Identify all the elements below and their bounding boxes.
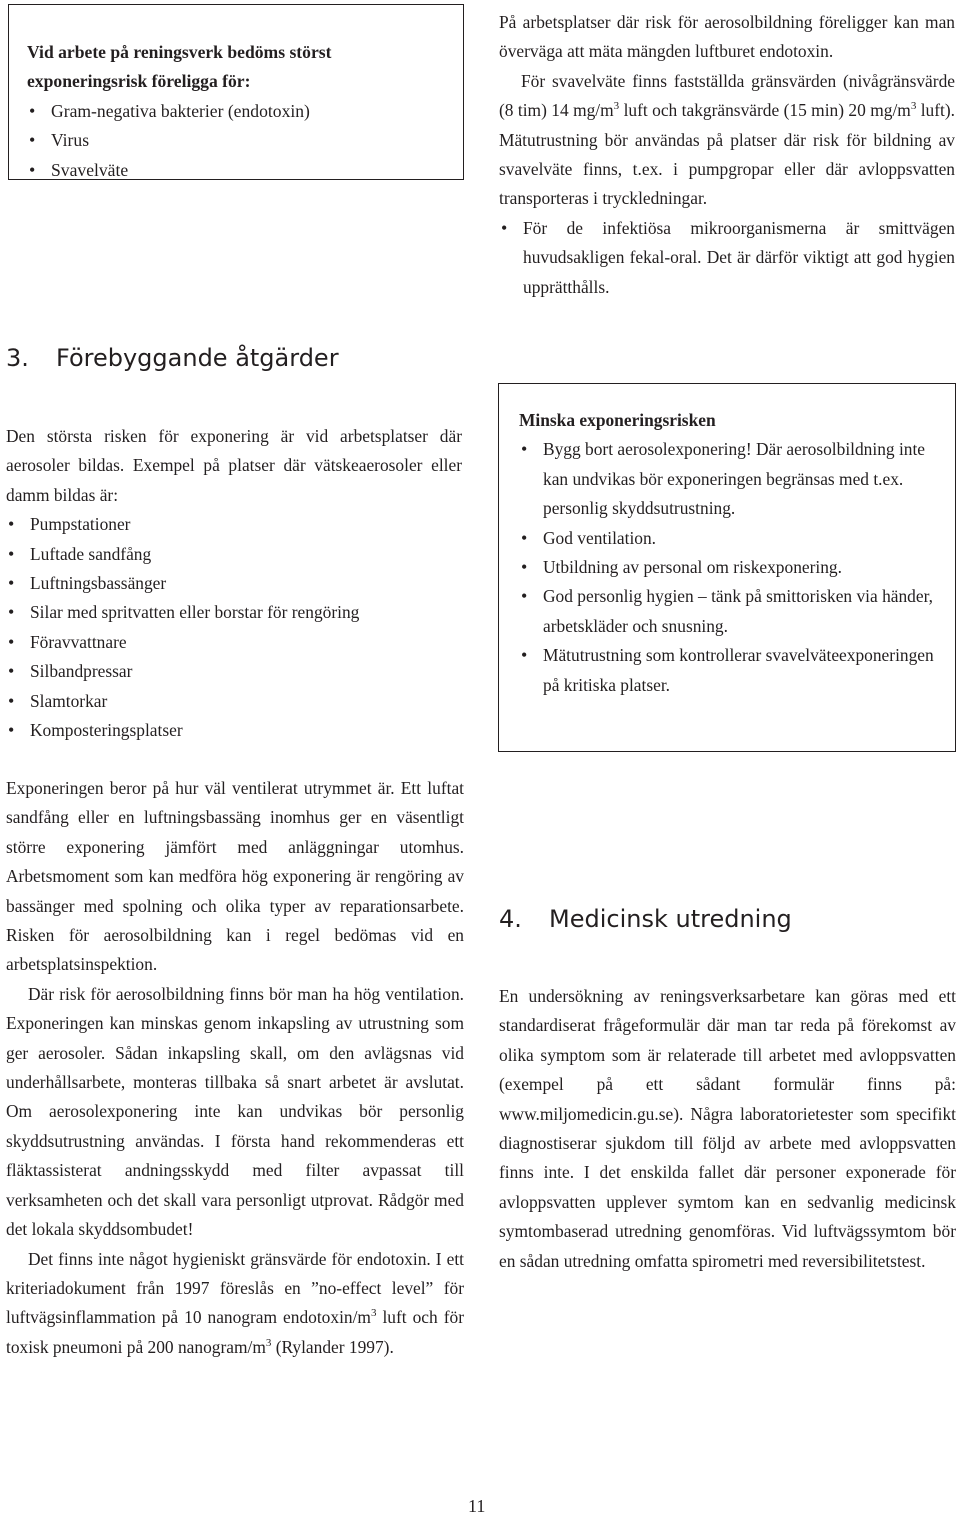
list-item: • Luftningsbassänger [6,569,462,598]
list-item: • Silbandpressar [6,657,462,686]
list-item: • Virus [27,126,447,155]
left-column-bottom [6,774,464,1362]
page-number: 11 [468,1496,486,1516]
paragraph-ventilation: Exponeringen beror på hur väl ventilerat utrymmet är. Ett luftat sandfång eller en luftningsbassäng inomhus ger en väsentligt större exponering jämfört med anläggningar utomhus. Arbetsmoment som kan medföra hög exponering är rengöring av bassänger med spolning och olika typer av reparationsarbete. Risken för aerosolbildning kan i regel bedömas vid en arbetsplatsinspektion. [6,778,464,975]
paragraph-endotoxin-measure: På arbetsplatser där risk för aerosolbildning föreligger kan man överväga att mäta mängden luftburet endotoxin. [499,12,955,62]
list-item: • Komposteringsplatser [6,716,462,745]
paragraph-hydrogen-sulfide: För svavelväte finns fastställda gränsvärden (nivågränsvärde (8 tim) 14 $mg/m^3$ luft och takgränsvärde (15 min) 20 $mg/m^3$ luft). Mätutrustning bör användas på platser där risk för bildning av svavelväte finns, t.ex. i pumpgropar eller där avloppsvatten transporteras i tryckledningar. [499,70,956,209]
infection-route-list [499,214,955,302]
section-4-number: 4. [499,905,522,933]
section-3-heading [6,343,339,373]
list-item: • Föravvattnare [6,628,462,657]
list-item: • Silar med spritvatten eller borstar för rengöring [6,598,462,627]
section-4-title: Medicinsk utredning [549,905,792,933]
paragraph-endotoxin-limit: Det finns inte något hygieniskt gränsvärde för endotoxin. I ett kriteriadokument från 1997 föreslås en ”no-effect level” för luftvägsinflammation på 10 nanogram endotoxin/$m^3$ luft och för toxisk pneumoni på 200 nanogram/$m^3$ (Rylander 1997). [6,1248,464,1357]
section-3-intro: Den största risken för exponering är vid arbetsplatser där aerosoler bildas. Exempel på platser där vätskeaerosoler eller damm bildas är: [6,426,462,505]
list-item: • Svavelväte [27,156,447,185]
list-item: • Bygg bort aerosolexponering! Där aerosolbildning inte kan undvikas bör exponeringen begränsas med t.ex. personlig skyddsutrustning. [519,435,937,523]
paragraph-medical-investigation: En undersökning av reningsverksarbetare kan göras med ett standardiserat frågeformulär där man tar reda på förekomst av olika symptom som är relaterade till arbetet med avloppsvatten (exempel på ett sådant formulär finns på: www.miljomedicin.gu.se). Några laboratorietester som specifikt diagnostiserar sjukdom till följd av arbete med avloppsvatten finns inte. I det enskilda fallet där personer exponerade för avloppsvatten upplever symtom kan en sedvanlig medicinsk symtombaserad utredning genomföras. Vid luftvägssymtom bör en sådan utredning omfatta spirometri med reversibilitetstest. [499,986,956,1271]
list-item: • God ventilation. [519,524,937,553]
list-item: • Mätutrustning som kontrollerar svavelväteexponeringen på kritiska platser. [519,641,937,700]
list-item: • Luftade sandfång [6,540,462,569]
exposure-risk-list [27,97,447,185]
reduce-exposure-list [519,435,937,700]
list-item: • God personlig hygien – tänk på smittorisken via händer, arbetskläder och snusning. [519,582,937,641]
list-item: • Pumpstationer [6,510,462,539]
list-item: • Slamtorkar [6,687,462,716]
right-column-bottom [499,982,956,1276]
section-4-heading [499,904,792,934]
list-item: • Utbildning av personal om riskexponering. [519,553,937,582]
paragraph-protection: Där risk för aerosolbildning finns bör man ha hög ventilation. Exponeringen kan minskas genom inkapsling av utrustning som ger aerosoler. Sådan inkapsling skall, om den avlägsnas vid underhållsarbete, monteras tillbaka så snart arbetet är avslutat. Om aerosolexponering inte kan undvikas bör personlig skyddsutrustning användas. I första hand rekommenderas ett fläktassisterat andningsskydd med filter avpassat till verksamheten och det skall vara personligt utprovat. Rådgör med det lokala skyddsombudet! [6,983,464,1240]
reduce-exposure-box [498,383,956,752]
section-3-title: Förebyggande åtgärder [56,344,339,372]
left-column-top [6,422,462,745]
exposure-risk-box-title: Vid arbete på reningsverk bedöms störst exponeringsrisk föreligga för: [27,42,332,92]
exposure-risk-box [8,4,464,180]
reduce-exposure-box-title: Minska exponeringsrisken [519,410,716,430]
list-item: • För de infektiösa mikroorganismerna är smittvägen huvudsakligen fekal-oral. Det är därför viktigt att god hygien upprätthålls. [499,214,955,302]
section-3-number: 3. [6,344,29,372]
list-item: • Gram-negativa bakterier (endotoxin) [27,97,447,126]
aerosol-places-list [6,510,462,745]
right-column-top [499,8,955,302]
